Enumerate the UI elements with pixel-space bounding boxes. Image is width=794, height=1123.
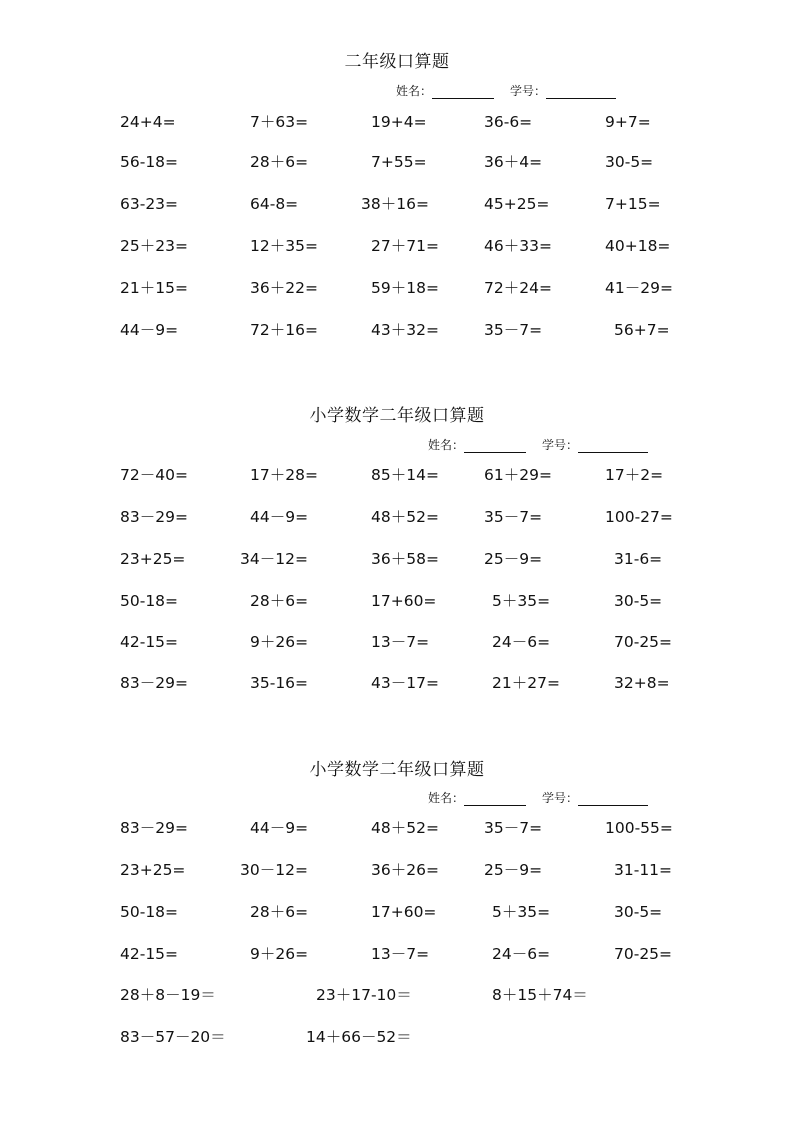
problem: 19+4=	[371, 113, 427, 131]
problem: 28＋6=	[250, 903, 309, 921]
problem-row	[0, 505, 794, 529]
name-label: 姓名：	[396, 84, 433, 98]
problem-row	[0, 110, 794, 134]
problem: 42-15=	[120, 945, 179, 963]
problem: 7+55=	[371, 153, 427, 171]
problem: 28＋6=	[250, 153, 309, 171]
student-number-label: 学号：	[510, 84, 547, 98]
problem: 9+7=	[605, 113, 651, 131]
problem: 25－9=	[484, 861, 543, 879]
problem: 83－29=	[120, 674, 188, 692]
problem-row	[0, 589, 794, 613]
problem: 5＋35=	[492, 592, 551, 610]
problem: 24－6=	[492, 945, 551, 963]
problem: 25＋23=	[120, 237, 188, 255]
section-title: 小学数学二年级口算题	[309, 406, 485, 426]
problem: 13－7=	[371, 633, 430, 651]
problem: 44－9=	[250, 508, 309, 526]
problem: 83－29=	[120, 508, 188, 526]
problem-row	[0, 547, 794, 571]
problem: 30-5=	[614, 903, 663, 921]
problem-row	[0, 671, 794, 695]
problem: 42-15=	[120, 633, 179, 651]
problem: 72＋24=	[484, 279, 552, 297]
student-info	[396, 82, 632, 99]
problem: 30-5=	[614, 592, 663, 610]
problem: 36＋58=	[371, 550, 439, 568]
problem: 31-6=	[614, 550, 663, 568]
student-info	[428, 789, 664, 806]
problem-row	[0, 318, 794, 342]
problem: 24+4=	[120, 113, 176, 131]
problem: 100-27=	[605, 508, 673, 526]
problem-row	[0, 150, 794, 174]
problem: 35－7=	[484, 321, 543, 339]
name-blank[interactable]	[432, 86, 494, 99]
problem: 64-8=	[250, 195, 299, 213]
problem: 48＋52=	[371, 819, 439, 837]
problem: 36＋4=	[484, 153, 543, 171]
problem: 25－9=	[484, 550, 543, 568]
section-title: 二年级口算题	[344, 52, 450, 72]
problem: 43－17=	[371, 674, 439, 692]
problem: 83－29=	[120, 819, 188, 837]
problem: 17＋28=	[250, 466, 318, 484]
problem: 21＋27=	[492, 674, 560, 692]
problem: 5＋35=	[492, 903, 551, 921]
problem: 41－29=	[605, 279, 673, 297]
problem: 9＋26=	[250, 945, 309, 963]
problem: 12＋35=	[250, 237, 318, 255]
problem: 35－7=	[484, 819, 543, 837]
problem-row	[0, 858, 794, 882]
problem: 17+60=	[371, 903, 437, 921]
problem: 46＋33=	[484, 237, 552, 255]
problem: 30-5=	[605, 153, 654, 171]
problem: 7＋63=	[250, 113, 309, 131]
problem: 59＋18=	[371, 279, 439, 297]
problem: 56+7=	[614, 321, 670, 339]
problem: 70-25=	[614, 633, 673, 651]
name-label: 姓名：	[428, 438, 465, 452]
problem: 35-16=	[250, 674, 309, 692]
problem: 61＋29=	[484, 466, 552, 484]
problem: 38＋16=	[361, 195, 429, 213]
problem-row-long	[0, 1025, 794, 1049]
problem-row	[0, 816, 794, 840]
problem: 23＋17-10＝	[316, 986, 412, 1004]
problem-row	[0, 630, 794, 654]
name-label: 姓名：	[428, 791, 465, 805]
problem-row	[0, 234, 794, 258]
problem: 28＋8－19＝	[120, 986, 216, 1004]
problem: 27＋71=	[371, 237, 439, 255]
problem: 72＋16=	[250, 321, 318, 339]
problem: 30－12=	[240, 861, 308, 879]
problem: 17+60=	[371, 592, 437, 610]
student-number-blank[interactable]	[546, 86, 616, 99]
problem: 24－6=	[492, 633, 551, 651]
problem-row	[0, 192, 794, 216]
problem: 45+25=	[484, 195, 550, 213]
problem: 21＋15=	[120, 279, 188, 297]
student-number-blank[interactable]	[578, 440, 648, 453]
problem: 72－40=	[120, 466, 188, 484]
name-blank[interactable]	[464, 440, 526, 453]
problem: 28＋6=	[250, 592, 309, 610]
problem-row-long	[0, 983, 794, 1007]
problem: 8＋15＋74＝	[492, 986, 588, 1004]
student-number-label: 学号：	[542, 438, 579, 452]
problem: 32+8=	[614, 674, 670, 692]
problem: 14＋66－52＝	[306, 1028, 412, 1046]
problem-row	[0, 463, 794, 487]
problem: 44－9=	[250, 819, 309, 837]
problem: 17＋2=	[605, 466, 664, 484]
problem: 7+15=	[605, 195, 661, 213]
problem: 56-18=	[120, 153, 179, 171]
student-number-blank[interactable]	[578, 793, 648, 806]
problem: 23+25=	[120, 550, 186, 568]
problem: 100-55=	[605, 819, 673, 837]
problem: 23+25=	[120, 861, 186, 879]
problem: 70-25=	[614, 945, 673, 963]
problem: 44－9=	[120, 321, 179, 339]
problem: 13－7=	[371, 945, 430, 963]
problem: 36-6=	[484, 113, 533, 131]
student-number-label: 学号：	[542, 791, 579, 805]
problem: 48＋52=	[371, 508, 439, 526]
problem: 31-11=	[614, 861, 673, 879]
problem-row	[0, 942, 794, 966]
section-title: 小学数学二年级口算题	[309, 760, 485, 780]
problem: 36＋22=	[250, 279, 318, 297]
problem-row	[0, 900, 794, 924]
name-blank[interactable]	[464, 793, 526, 806]
problem: 50-18=	[120, 903, 179, 921]
student-info	[428, 436, 664, 453]
problem: 63-23=	[120, 195, 179, 213]
problem: 35－7=	[484, 508, 543, 526]
problem: 85＋14=	[371, 466, 439, 484]
problem: 9＋26=	[250, 633, 309, 651]
problem: 43＋32=	[371, 321, 439, 339]
problem: 40+18=	[605, 237, 671, 255]
problem-row	[0, 276, 794, 300]
problem: 34－12=	[240, 550, 308, 568]
problem: 83－57－20＝	[120, 1028, 226, 1046]
problem: 36＋26=	[371, 861, 439, 879]
problem: 50-18=	[120, 592, 179, 610]
